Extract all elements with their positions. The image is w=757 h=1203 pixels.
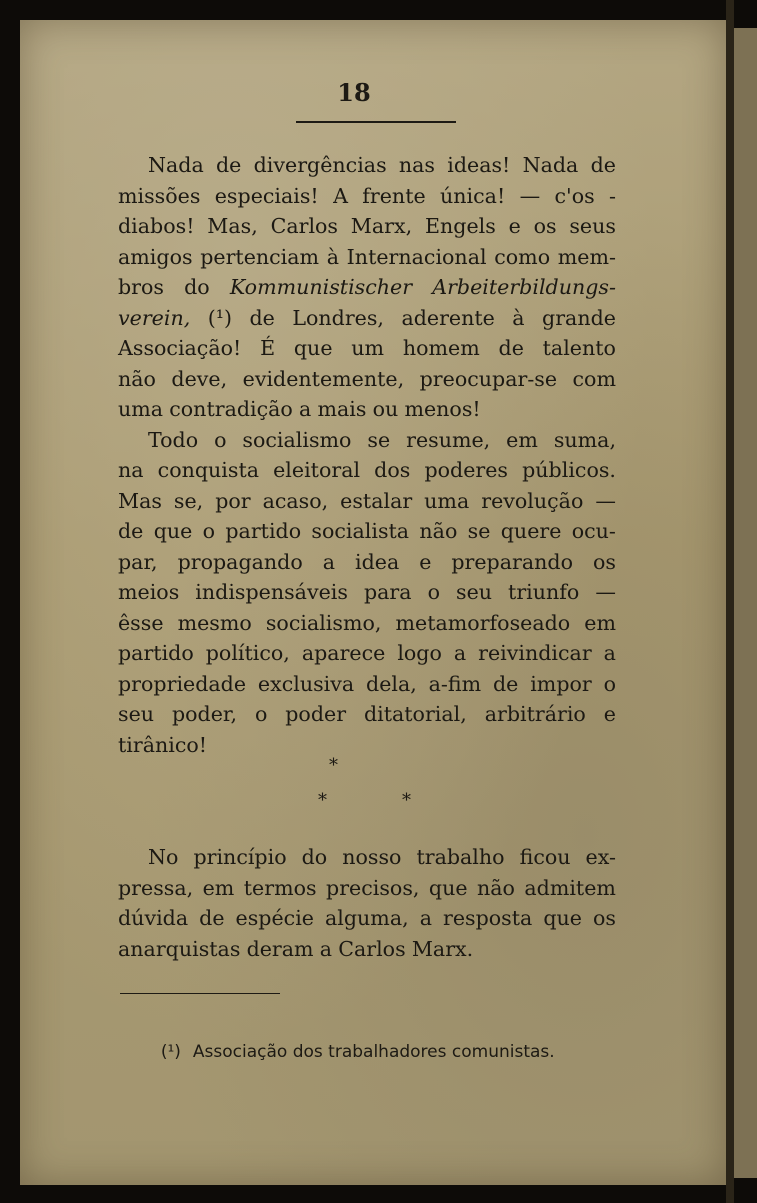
word: em [506, 427, 538, 452]
word: Mas, [207, 214, 258, 238]
word: pressa, [118, 875, 194, 900]
word: a [299, 397, 312, 421]
word: ou [372, 397, 399, 421]
word: menos! [404, 397, 481, 421]
page-number: 18 [337, 78, 371, 107]
word: à [512, 305, 525, 330]
word: a [322, 549, 336, 574]
word: mem- [557, 244, 616, 269]
word: partido [118, 641, 194, 665]
word: Internacional [346, 244, 487, 269]
word: resposta [442, 906, 533, 930]
word: a [603, 641, 616, 665]
word: Carlos [338, 936, 406, 961]
footnote [150, 1022, 555, 1062]
text-line [118, 730, 616, 761]
word: seu [118, 702, 155, 726]
word: a [319, 936, 333, 961]
word: Londres, [292, 305, 384, 330]
separator-star: * [318, 790, 327, 811]
footnote-mark: (¹) [160, 1042, 181, 1062]
page-number-rule [296, 121, 456, 123]
word: ficou [519, 845, 571, 869]
word: alguma, [325, 906, 409, 930]
word: reivindicar [478, 641, 592, 665]
word: com [572, 366, 616, 391]
word: um [351, 336, 385, 360]
word: idea [354, 549, 400, 574]
text-line [118, 272, 616, 303]
text-line [118, 669, 616, 700]
word: públicos. [522, 458, 616, 482]
word: preocupar-se [419, 366, 558, 391]
word: partido [225, 519, 302, 543]
word: anarquistas [118, 936, 241, 961]
word: para [363, 580, 412, 604]
word: nosso [342, 845, 402, 869]
separator-star: * [402, 790, 411, 811]
word: trabalho [416, 845, 505, 869]
word: não [419, 519, 458, 543]
word: espécie [235, 906, 314, 930]
word: — [519, 183, 541, 208]
word: talento [542, 336, 616, 360]
word: Nada [522, 153, 579, 177]
word: única! [440, 183, 506, 208]
word: que [293, 336, 333, 360]
word: termos [243, 875, 317, 900]
word: o [214, 427, 227, 452]
word: pertenciam [200, 244, 320, 269]
word: político, [205, 641, 290, 665]
word: especiais! [214, 183, 319, 208]
word: uma [424, 488, 470, 513]
word: eleitoral [273, 458, 361, 482]
word: meios [118, 580, 180, 604]
word: quere [500, 519, 562, 543]
word: revolução [481, 488, 584, 513]
word: a-fim [428, 671, 482, 696]
word: em [584, 610, 616, 635]
text-line [118, 934, 616, 965]
word: poder, [171, 702, 238, 726]
word: Kommunistischer [229, 275, 413, 299]
word: socialista [311, 519, 410, 543]
word: frente [362, 183, 426, 208]
word: (¹) [207, 305, 233, 330]
body-text [118, 150, 616, 760]
word: — [595, 488, 616, 513]
word: Marx. [411, 936, 474, 961]
word: que [428, 875, 468, 900]
word: metamorfoseado [395, 610, 571, 635]
word: Nada [148, 153, 204, 177]
word: na [118, 458, 144, 482]
word: Todo [148, 427, 199, 452]
word: em [202, 875, 235, 900]
word: de [216, 153, 242, 177]
word: triunfo [508, 580, 580, 604]
word: verein, [118, 305, 191, 330]
paragraph-1 [118, 150, 616, 425]
text-line [118, 455, 616, 486]
footnote-text: Associação dos trabalhadores comunistas. [192, 1042, 555, 1062]
word: êsse [118, 610, 164, 635]
word: tirânico! [118, 732, 208, 757]
adjacent-page-edge [734, 28, 757, 1178]
word: homem [402, 336, 480, 360]
text-line [118, 547, 616, 578]
word: Marx, [350, 214, 413, 238]
word: de [118, 519, 144, 543]
word: arbitrário [484, 702, 586, 726]
word: contradição [169, 397, 293, 421]
body-text-after-separator [118, 842, 616, 964]
word: A [333, 183, 348, 208]
word: poderes [424, 458, 508, 482]
word: amigos [118, 244, 193, 269]
word: divergências [253, 153, 387, 177]
book-spine [726, 0, 734, 1203]
word: que [543, 906, 582, 930]
word: ideas! [447, 153, 511, 177]
word: aparece [301, 641, 386, 665]
word: logo [397, 641, 442, 665]
word: deram [246, 936, 314, 961]
word: por [215, 488, 251, 513]
word: o [254, 702, 268, 726]
word: do [301, 845, 328, 869]
word: e [508, 214, 521, 238]
word: que [153, 519, 193, 543]
word: ocu- [571, 519, 616, 543]
word: conquista [157, 458, 260, 482]
word: de [498, 336, 524, 360]
word: resume, [406, 427, 491, 452]
text-line [118, 364, 616, 395]
word: c'os [554, 183, 595, 208]
word: grande [542, 305, 616, 330]
word: socialismo [242, 427, 352, 452]
word: par, [118, 549, 158, 574]
word: de [492, 671, 519, 696]
word: bros [118, 275, 164, 299]
word: os [592, 549, 616, 574]
text-line [118, 577, 616, 608]
word: aderente [401, 305, 495, 330]
word: os [592, 906, 616, 930]
word: de [199, 906, 225, 930]
word: dos [374, 458, 411, 482]
word: mesmo [177, 610, 252, 635]
word: No [148, 845, 179, 869]
word: preparando [451, 549, 573, 574]
word: exclusiva [257, 671, 355, 696]
word: e [603, 702, 616, 726]
word: os [533, 214, 557, 238]
word: como [494, 244, 551, 269]
word: o [202, 519, 216, 543]
text-line [118, 903, 616, 934]
word: nas [398, 153, 436, 177]
footnote-rule [120, 993, 280, 994]
word: indispensáveis [195, 580, 348, 604]
word: É [260, 336, 276, 360]
word: suma, [553, 427, 616, 452]
text-line [118, 608, 616, 639]
word: de [590, 153, 616, 177]
word: poder [285, 702, 347, 726]
text-line [118, 699, 616, 730]
word: seu [456, 580, 493, 604]
word: diabos! [118, 214, 195, 238]
text-line [118, 181, 616, 212]
word: se [467, 519, 491, 543]
word: dela, [366, 671, 417, 696]
text-line [118, 638, 616, 669]
word: — [595, 580, 616, 604]
word: deve, [171, 366, 228, 391]
word: dúvida [118, 906, 189, 930]
word: Associação! [118, 336, 242, 360]
text-line [118, 242, 616, 273]
word: não [118, 366, 156, 391]
word: Carlos [270, 214, 338, 238]
word: acaso, [262, 488, 329, 513]
word: princípio [193, 845, 287, 869]
word: propagando [177, 549, 303, 574]
word: mais [317, 397, 367, 421]
word: ex- [585, 845, 616, 869]
word: evidentemente, [242, 366, 405, 391]
word: Arbeiterbildungs- [432, 275, 616, 299]
word: do [184, 275, 210, 299]
word: se, [173, 488, 204, 513]
text-line [118, 394, 616, 425]
word: admitem [524, 875, 616, 900]
word: uma [118, 397, 164, 421]
text-line [118, 842, 616, 873]
text-line [118, 873, 616, 904]
word: seus [569, 214, 616, 238]
text-line [118, 303, 616, 334]
word: - [609, 183, 616, 208]
text-line [118, 486, 616, 517]
paragraph-3 [118, 842, 616, 964]
text-line [118, 333, 616, 364]
word: Engels [424, 214, 496, 238]
word: estalar [340, 488, 413, 513]
word: à [326, 244, 340, 269]
word: Mas [118, 488, 162, 513]
word: o [427, 580, 440, 604]
word: ditatorial, [363, 702, 467, 726]
text-line [118, 425, 616, 456]
word: propriedade [118, 671, 247, 696]
word: a [453, 641, 467, 665]
text-line [118, 211, 616, 242]
word: a [419, 906, 432, 930]
word: socialismo, [265, 610, 382, 635]
word: não [476, 875, 515, 900]
separator-star: * [329, 755, 338, 776]
word: o [603, 671, 616, 696]
word: e [419, 549, 432, 574]
word: impor [530, 671, 592, 696]
paragraph-2 [118, 425, 616, 761]
word: de [249, 305, 275, 330]
word: missões [118, 183, 201, 208]
word: se [367, 427, 391, 452]
word: precisos, [326, 875, 420, 900]
text-line [118, 150, 616, 181]
text-line [118, 516, 616, 547]
